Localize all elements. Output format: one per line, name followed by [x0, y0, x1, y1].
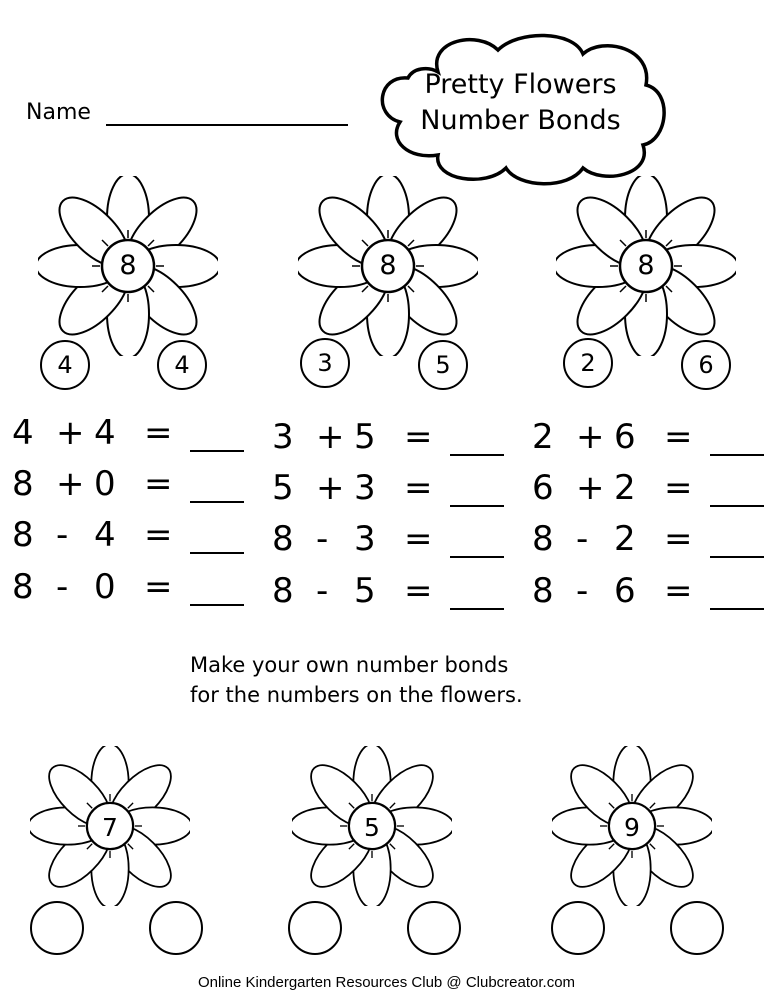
equals-sign: =: [404, 417, 433, 457]
answer-blank[interactable]: [710, 454, 764, 456]
instructions: [190, 650, 523, 710]
operand-a: 2: [532, 417, 554, 457]
equals-sign: =: [664, 468, 693, 508]
flower-top-1: [38, 176, 218, 356]
footer-credit: Online Kindergarten Resources Club @ Clubcreator.com: [197, 974, 576, 991]
operand-b: 5: [354, 571, 376, 611]
equals-sign: =: [404, 519, 433, 559]
operator: -: [576, 519, 589, 559]
answer-blank[interactable]: [450, 505, 504, 507]
bond-circle-right[interactable]: [670, 901, 724, 955]
operand-b: 0: [94, 464, 116, 504]
equals-sign: =: [664, 417, 693, 457]
equals-sign: =: [404, 468, 433, 508]
operand-a: 3: [272, 417, 294, 457]
operator: +: [316, 417, 345, 457]
operator: -: [316, 519, 329, 559]
operator: -: [56, 567, 69, 607]
flower-center-number: 8: [379, 250, 397, 281]
equals-sign: =: [144, 464, 173, 504]
bond-circle-right[interactable]: 6: [681, 340, 731, 390]
answer-blank[interactable]: [450, 454, 504, 456]
answer-blank[interactable]: [710, 505, 764, 507]
name-line[interactable]: [106, 124, 348, 126]
bond-circle-left[interactable]: [30, 901, 84, 955]
bond-circle-left[interactable]: 4: [40, 340, 90, 390]
operand-b: 6: [614, 417, 636, 457]
operand-a: 8: [272, 519, 294, 559]
answer-blank[interactable]: [710, 608, 764, 610]
equals-sign: =: [664, 519, 693, 559]
bond-circle-right[interactable]: 4: [157, 340, 207, 390]
answer-blank[interactable]: [190, 604, 244, 606]
bond-circle-left[interactable]: [288, 901, 342, 955]
operand-b: 2: [614, 519, 636, 559]
flower-center-number: 8: [637, 250, 655, 281]
operator: -: [576, 571, 589, 611]
operator: +: [56, 413, 85, 453]
flower-top-2: [298, 176, 478, 356]
answer-blank[interactable]: [190, 552, 244, 554]
operand-b: 6: [614, 571, 636, 611]
bond-circle-right[interactable]: 5: [418, 340, 468, 390]
operator: +: [576, 468, 605, 508]
title-cloud: [368, 30, 673, 190]
flower-center-number: 8: [119, 250, 137, 281]
flower-center-number: 5: [364, 813, 380, 842]
instructions-line-2: for the numbers on the flowers.: [190, 683, 523, 707]
operand-b: 0: [94, 567, 116, 607]
operand-a: 8: [12, 464, 34, 504]
flower-top-3: [556, 176, 736, 356]
equals-sign: =: [144, 413, 173, 453]
flower-bottom-2: [292, 746, 452, 906]
operand-a: 8: [532, 519, 554, 559]
bond-circle-right[interactable]: [407, 901, 461, 955]
operand-a: 5: [272, 468, 294, 508]
instructions-line-1: Make your own number bonds: [190, 653, 509, 677]
operand-a: 8: [12, 515, 34, 555]
title-line-2: Number Bonds: [420, 105, 621, 136]
equals-sign: =: [144, 515, 173, 555]
answer-blank[interactable]: [710, 556, 764, 558]
operator: -: [56, 515, 69, 555]
bond-circle-left[interactable]: 3: [300, 338, 350, 388]
flower-bottom-3: [552, 746, 712, 906]
operand-a: 4: [12, 413, 34, 453]
answer-blank[interactable]: [450, 556, 504, 558]
bond-circle-left[interactable]: [551, 901, 605, 955]
answer-blank[interactable]: [190, 501, 244, 503]
operand-a: 8: [532, 571, 554, 611]
operand-a: 8: [12, 567, 34, 607]
name-label: Name: [26, 100, 91, 125]
operand-b: 4: [94, 515, 116, 555]
bond-circle-right[interactable]: [149, 901, 203, 955]
operand-b: 5: [354, 417, 376, 457]
operator: +: [316, 468, 345, 508]
title-line-1: Pretty Flowers: [424, 69, 617, 100]
operand-a: 6: [532, 468, 554, 508]
answer-blank[interactable]: [450, 608, 504, 610]
operand-b: 4: [94, 413, 116, 453]
flower-center-number: 7: [102, 813, 118, 842]
operand-b: 2: [614, 468, 636, 508]
answer-blank[interactable]: [190, 450, 244, 452]
equals-sign: =: [144, 567, 173, 607]
operand-a: 8: [272, 571, 294, 611]
equals-sign: =: [404, 571, 433, 611]
flower-bottom-1: [30, 746, 190, 906]
equals-sign: =: [664, 571, 693, 611]
flower-center-number: 9: [624, 813, 640, 842]
bond-circle-left[interactable]: 2: [563, 338, 613, 388]
operator: -: [316, 571, 329, 611]
operand-b: 3: [354, 468, 376, 508]
operator: +: [56, 464, 85, 504]
operand-b: 3: [354, 519, 376, 559]
operator: +: [576, 417, 605, 457]
